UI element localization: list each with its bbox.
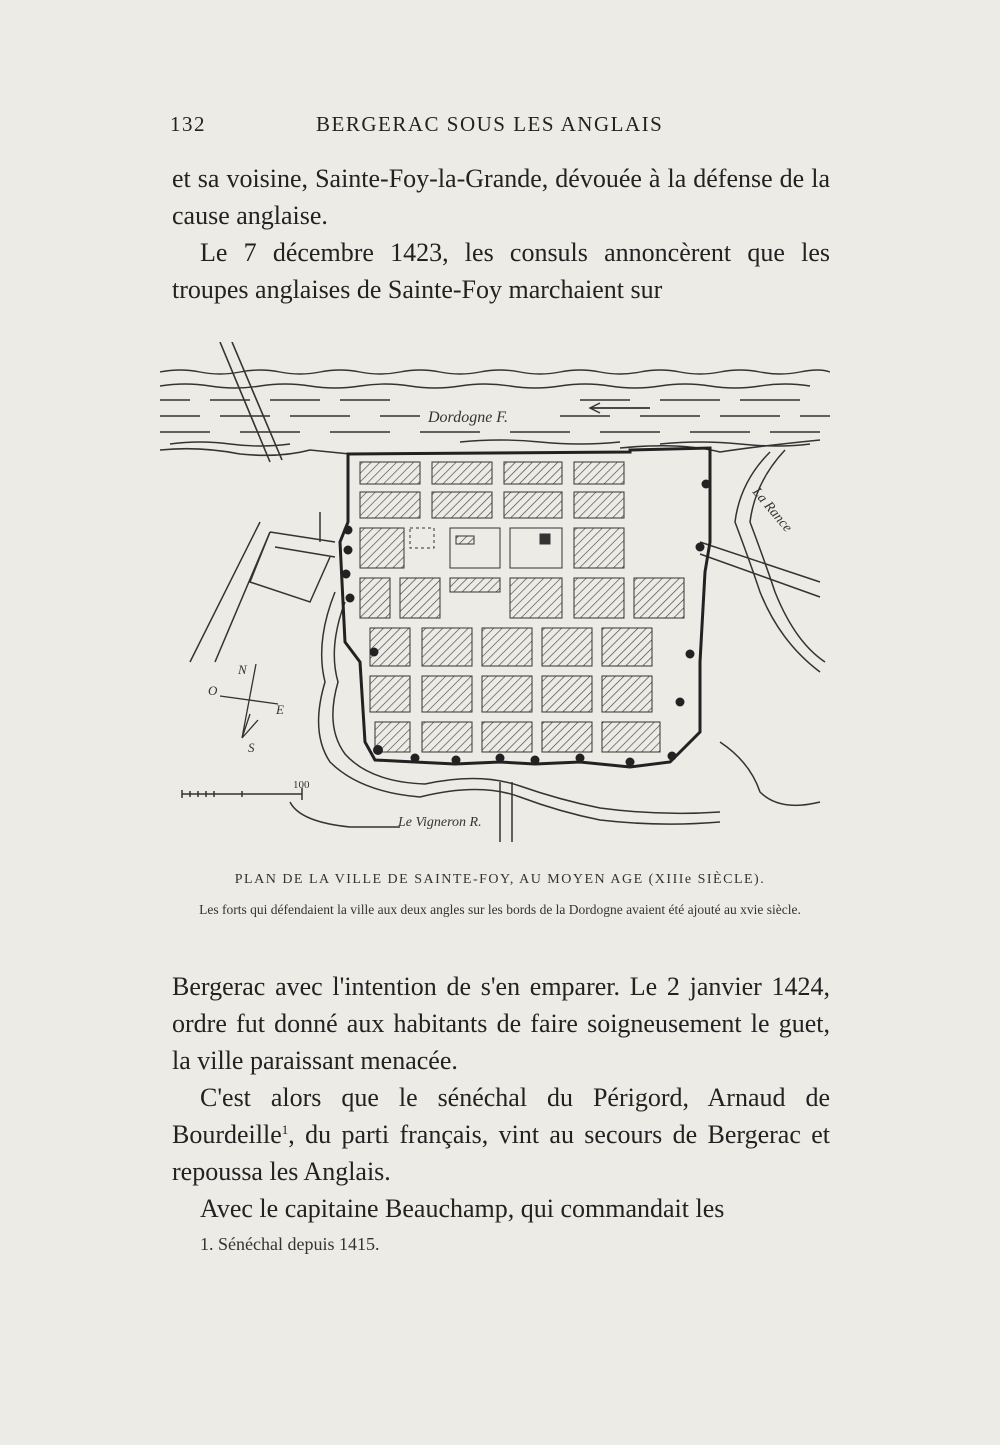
compass-o-label: O [208,683,218,698]
town-plan-figure [160,342,830,842]
running-title: BERGERAC SOUS LES ANGLAIS [316,112,664,136]
compass-n-label: N [238,662,247,677]
compass-rose [208,662,284,755]
page-number: 132 [170,112,206,136]
town-plan-map [160,342,830,842]
paragraph: Avec le capitaine Beauchamp, qui commandait les [200,1194,725,1223]
river-banks [160,342,820,462]
compass-e-label: E [276,702,284,717]
running-head [170,112,830,142]
rance-label: La Rance [748,484,795,536]
footnote-ref: 1 [281,1122,289,1137]
paragraph: Bergerac avec l'intention de s'en emparer. Le 2 janvier 1424, ordre fut donné aux habitants de faire soigneusement le guet, la ville paraissant menacée. [172,972,830,1075]
city-blocks [360,462,684,752]
paragraph: et sa voisine, Sainte-Foy-la-Grande, dévouée à la défense de la cause anglaise. [172,164,830,230]
paragraph [172,1079,830,1190]
figure-caption-title: PLAN DE LA VILLE DE SAINTE-FOY, AU MOYEN AGE (XIIIe SIÈCLE). [234,872,766,887]
text-top [172,160,830,308]
figure-caption-text: Les forts qui défendaient la ville aux deux angles sur les bords de la Dordogne avaient été ajouté au xvie siècle. [199,902,801,917]
paragraph-end: , du parti français, vint au secours de Bergerac et repoussa les Anglais. [172,1120,830,1186]
scale-label: 100 [293,779,310,791]
paragraph: Le 7 décembre 1423, les consuls annoncèrent que les troupes anglaises de Sainte-Foy marchaient sur [172,238,830,304]
text-bottom [172,968,830,1227]
vigneron-label: Le Vigneron R. [398,815,482,830]
paragraph-start: C'est alors que le sénéchal du Périgord, Arnaud de Bourdeille [172,1083,830,1149]
compass-s-label: S [248,740,255,755]
footnote: 1. Sénéchal depuis 1415. [200,1234,380,1254]
left-roads [190,512,335,662]
scale-bar [182,779,310,800]
river-label: Dordogne F. [428,409,508,426]
